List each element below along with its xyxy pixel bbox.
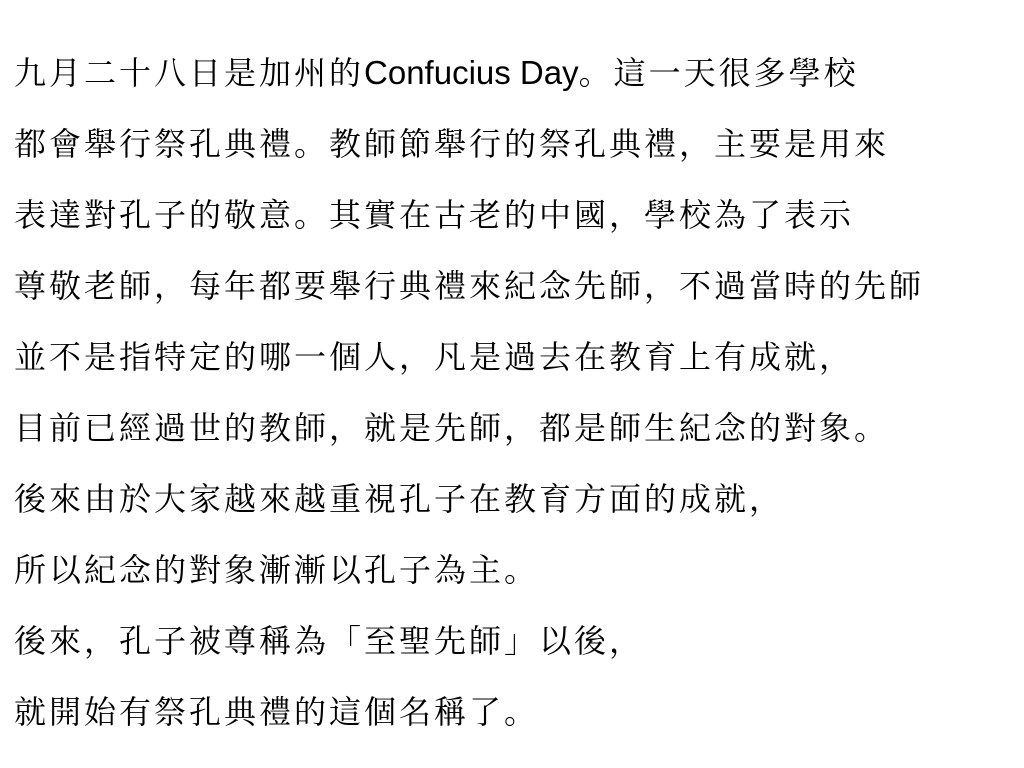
text-line-6: 目前已經過世的教師，就是先師，都是師生紀念的對象。	[14, 409, 890, 447]
text-line-4: 尊敬老師，每年都要舉行典禮來紀念先師，不過當時的先師	[14, 267, 925, 305]
text-line-1-part-2: 。這一天很多學校	[578, 54, 859, 92]
text-line-5: 並不是指特定的哪一個人，凡是過去在教育上有成就，	[14, 338, 855, 376]
text-line-7: 後來由於大家越來越重視孔子在教育方面的成就，	[14, 480, 785, 518]
text-line-3: 表達對孔子的敬意。其實在古老的中國，學校為了表示	[14, 196, 855, 234]
text-line-1-part-1: 九月二十八日是加州的	[14, 54, 365, 92]
text-line-2: 都會舉行祭孔典禮。教師節舉行的祭孔典禮，主要是用來	[14, 125, 890, 163]
document-text	[14, 50, 1024, 760]
text-line-8: 所以紀念的對象漸漸以孔子為主。	[14, 551, 540, 589]
text-line-1	[14, 50, 1024, 121]
text-line-10: 就開始有祭孔典禮的這個名稱了。	[14, 693, 540, 731]
text-line-9: 後來，孔子被尊稱為「至聖先師」以後，	[14, 622, 645, 660]
confucius-day-text: Confucius Day	[364, 54, 579, 91]
